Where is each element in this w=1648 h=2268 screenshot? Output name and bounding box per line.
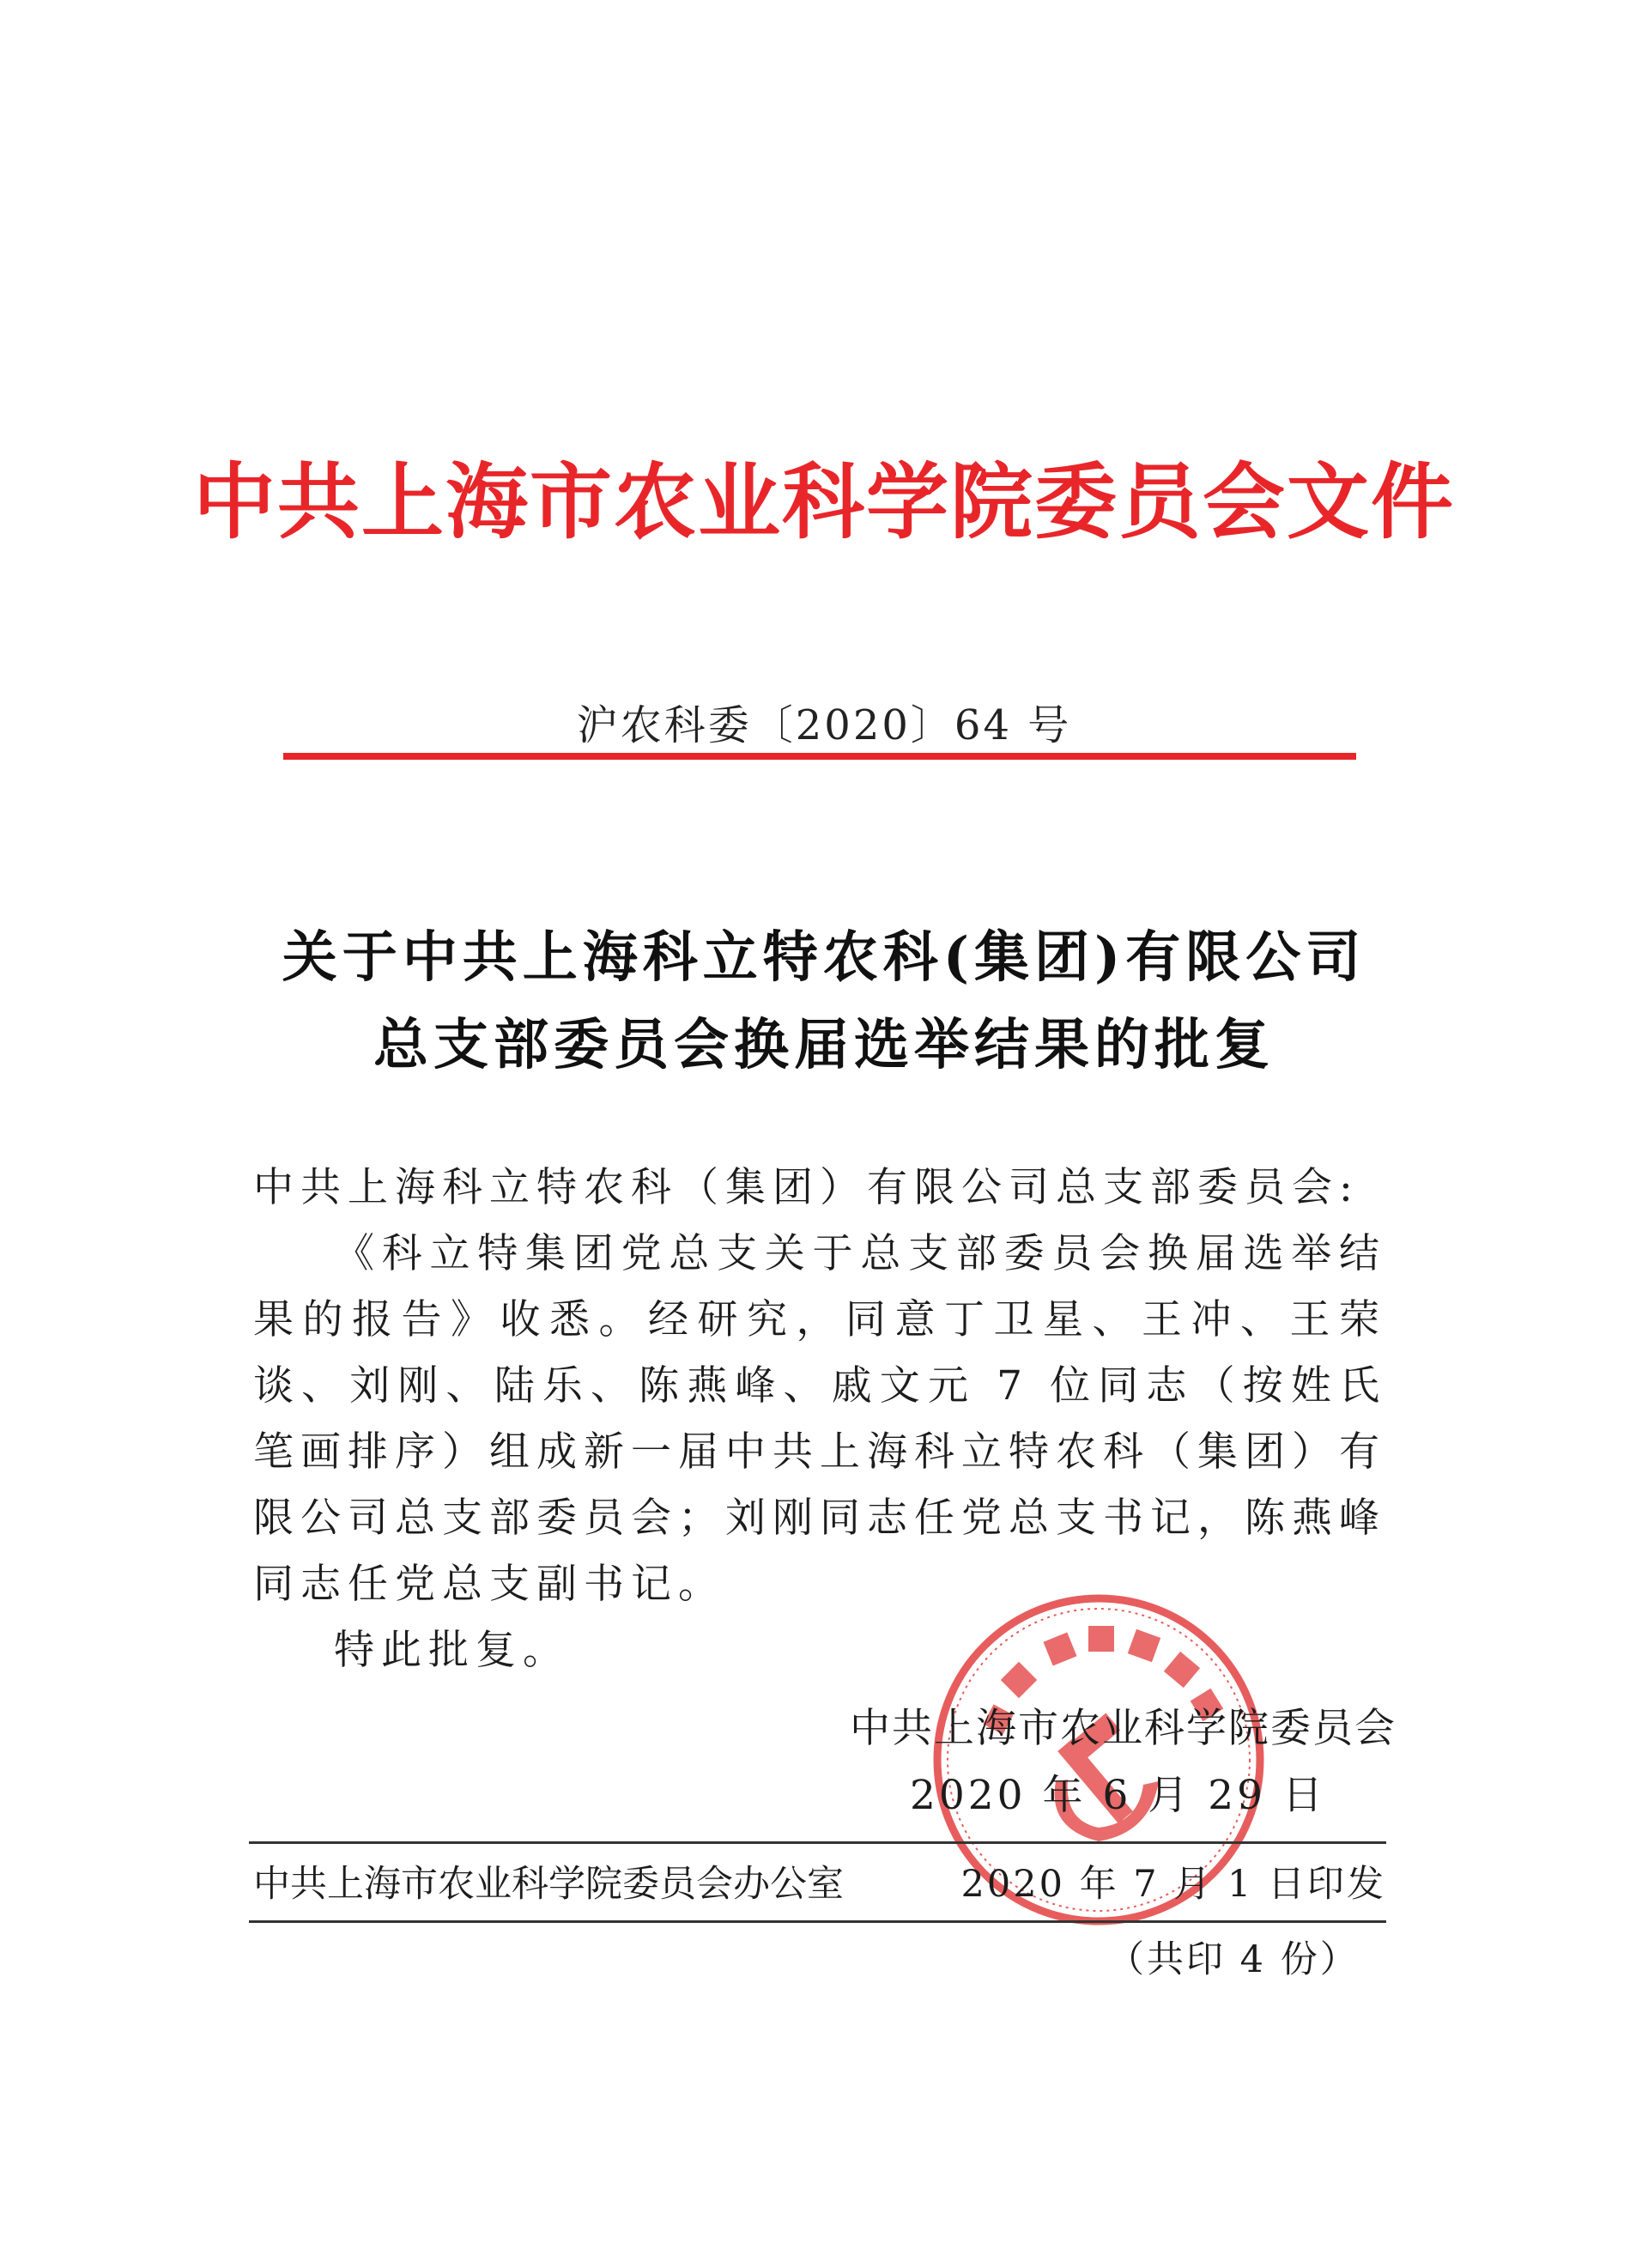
- footer-bottom-rule: [249, 1920, 1386, 1923]
- red-divider: [283, 753, 1356, 760]
- signature-date: 2020 年 6 月 29 日: [909, 1772, 1326, 1819]
- masthead-title: 中共上海市农业科学院委员会文件: [193, 453, 1455, 550]
- title-line-1: 关于中共上海科立特农科(集团)有限公司: [282, 925, 1366, 990]
- salutation: 中共上海科立特农科（集团）有限公司总支部委员会:: [253, 1164, 1360, 1211]
- signature-block: [850, 1695, 1397, 1829]
- signature-organization: 中共上海市农业科学院委员会: [850, 1705, 1397, 1752]
- body-paragraph: 《科立特集团党总支关于总支部委员会换届选举结果的报告》收悉。经研究，同意丁卫星、王冲、王荣谈、刘刚、陆乐、陈燕峰、戚文元 7 位同志（按姓氏笔画排序）组成新一届中共上海科立特农科（集团）有限公司总支部委员会；刘刚同志任党总支书记，陈燕峰同志任党总支副书记。: [253, 1230, 1386, 1608]
- footer-issue-date: 2020 年 7 月 1 日印发: [960, 1863, 1386, 1906]
- closing-line: 特此批复。: [334, 1627, 570, 1674]
- document-number: 沪农科委〔2020〕64 号: [576, 701, 1072, 749]
- print-copies: （共印 4 份）: [1107, 1938, 1360, 1981]
- footer-row: [253, 1854, 1386, 1914]
- title-line-2: 总支部委员会换届选举结果的批复: [373, 1013, 1275, 1077]
- document-title: [0, 914, 1648, 1089]
- footer-top-rule: [249, 1841, 1386, 1844]
- footer-office: 中共上海市农业科学院委员会办公室: [253, 1863, 844, 1906]
